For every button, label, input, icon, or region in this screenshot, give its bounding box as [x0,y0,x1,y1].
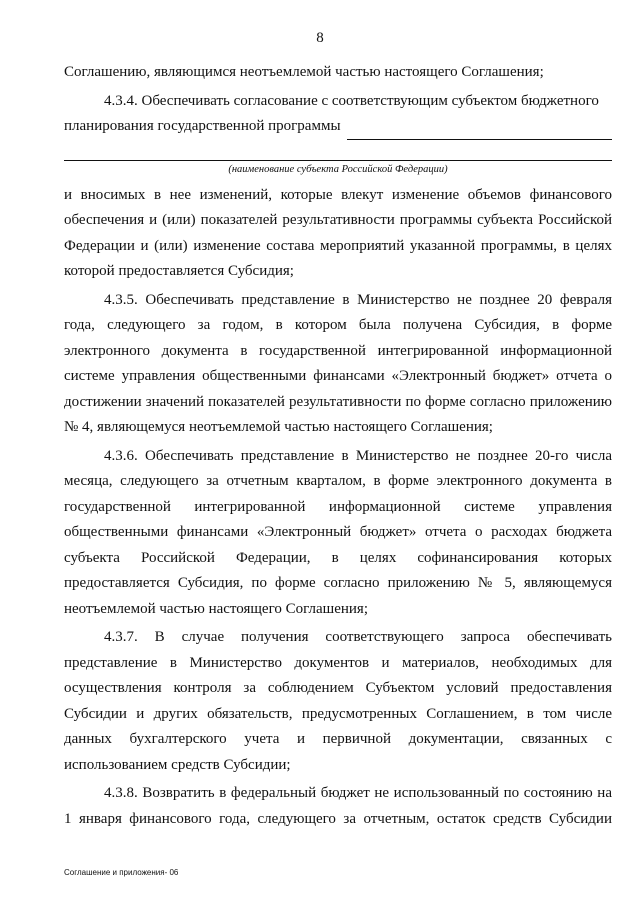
paragraph-4-3-6: 4.3.6. Обеспечивать представление в Министерство не позднее 20-го числа месяца, следующего за отчетным кварталом, в форме электронного документа в государственной интегрированной информационной системе управления общественными финансами «Электронный бюджет» отчета о расходах бюджета субъекта Российской Федерации, в целях софинансирования которых предоставляется Субсидия, по форме согласно приложению № 5, являющемуся неотъемлемой частью настоящего Соглашения; [64,447,612,617]
paragraph-4-3-8: 4.3.8. Возвратить в федеральный бюджет не использованный по состоянию на 1 января финансового года, следующего за отчетным, остаток средств Субсидии [64,785,612,827]
subject-name-caption: (наименование субъекта Российской Федерации) [228,163,448,175]
document-body [64,60,612,832]
paragraph-4-3-4-line2: планирования государственной программы [64,118,341,134]
program-name-row [64,114,612,140]
subject-name-blank [64,160,612,161]
paragraph-4-3-4-line1: 4.3.4. Обеспечивать согласование с соответствующим субъектом бюджетного [104,92,599,109]
paragraph-continuation: Соглашению, являющимся неотъемлемой частью настоящего Соглашения; [64,64,544,80]
paragraph-4-3-5: 4.3.5. Обеспечивать представление в Министерство не позднее 20 февраля года, следующего за годом, в котором была получена Субсидия, в форме электронного документа в государственной интегрированной информационной системе управления общественными финансами «Электронный бюджет» отчета о достижении значений показателей результативности по форме согласно приложению № 4, являющемуся неотъемлемой частью настоящего Соглашения; [64,291,612,435]
program-name-blank [347,122,612,140]
paragraph-4-3-7: 4.3.7. В случае получения соответствующего запроса обеспечивать представление в Министерство документов и материалов, необходимых для осуществления контроля за соблюдением Субъектом условий предоставления Субсидии и других обязательств, предусмотренных Соглашением, в том числе данных бухгалтерского учета и первичной документации, связанных с использованием средств Субсидии; [64,629,612,773]
page-number: 8 [316,30,324,46]
paragraph-4-3-4-rest: и вносимых в нее изменений, которые влекут изменение объемов финансового обеспечения и (или) показателей результативности программы субъекта Российской Федерации и (или) изменение состава мероприятий указанной программы, в целях которой предоставляется Субсидия; [64,186,612,279]
footer-note: Соглашение и приложения- 06 [64,868,179,877]
